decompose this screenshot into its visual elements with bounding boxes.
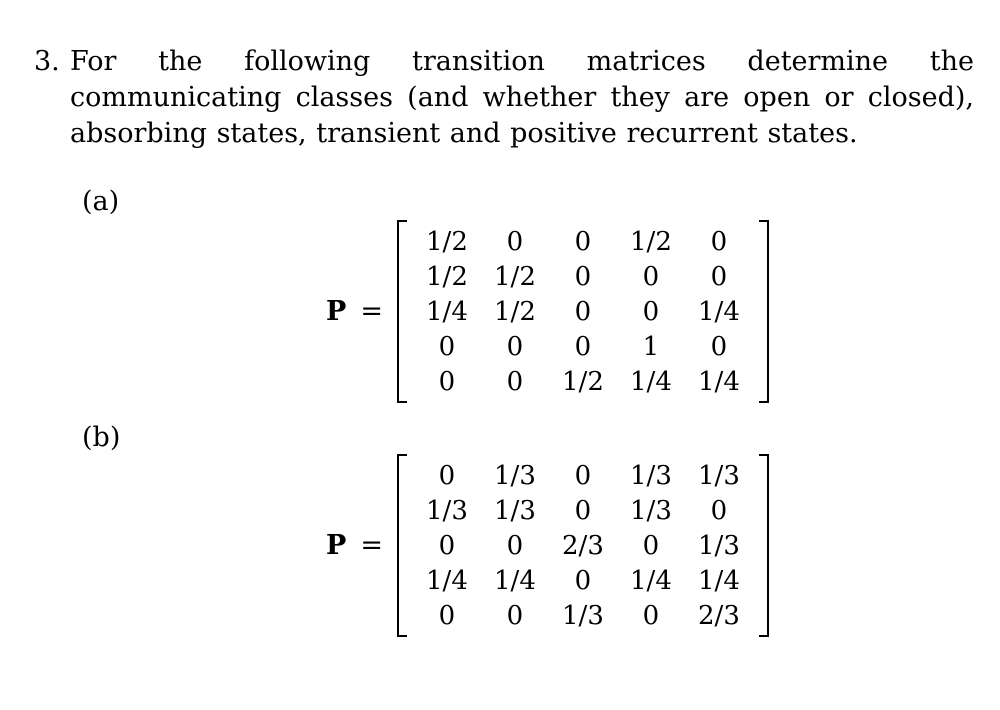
matrix-cell: 0 xyxy=(574,261,592,292)
matrix-row xyxy=(413,364,753,399)
transition-matrix-a xyxy=(413,224,753,399)
matrix-cell: 0 xyxy=(574,565,592,596)
matrix-cell: 1/3 xyxy=(562,600,604,631)
matrix-row xyxy=(413,224,753,259)
matrix-cell: 1/3 xyxy=(494,460,536,491)
matrix-cell: 1/3 xyxy=(698,460,740,491)
matrix-row xyxy=(413,598,753,633)
matrix-cell: 0 xyxy=(642,600,660,631)
matrix-row xyxy=(413,528,753,563)
matrix-cell: 1/2 xyxy=(494,296,536,327)
matrix-cell: 1/4 xyxy=(698,366,740,397)
matrix-cell: 1/4 xyxy=(698,565,740,596)
matrix-symbol-a: P xyxy=(326,296,347,327)
matrix-row xyxy=(413,294,753,329)
matrix-cell: 0 xyxy=(438,460,456,491)
matrix-cell: 0 xyxy=(506,226,524,257)
matrix-cell: 0 xyxy=(710,226,728,257)
matrix-cell: 1/2 xyxy=(494,261,536,292)
matrix-cell: 2/3 xyxy=(698,600,740,631)
matrix-cell: 0 xyxy=(642,261,660,292)
matrix-cell: 1/4 xyxy=(630,366,672,397)
matrix-cell: 0 xyxy=(574,495,592,526)
matrix-cell: 1/2 xyxy=(426,226,468,257)
matrix-cell: 0 xyxy=(574,296,592,327)
matrix-cell: 1/3 xyxy=(698,530,740,561)
matrix-cell: 0 xyxy=(642,530,660,561)
matrix-row xyxy=(413,493,753,528)
matrix-cell: 2/3 xyxy=(562,530,604,561)
matrix-cell: 1/4 xyxy=(630,565,672,596)
matrix-symbol-b: P xyxy=(326,530,347,561)
matrix-cell: 0 xyxy=(438,600,456,631)
matrix-cell: 1/2 xyxy=(562,366,604,397)
part-b-matrix-equation xyxy=(326,454,769,637)
matrix-bracket-b xyxy=(397,454,769,637)
matrix-cell: 0 xyxy=(574,331,592,362)
matrix-row xyxy=(413,329,753,364)
matrix-cell: 0 xyxy=(574,226,592,257)
transition-matrix-b xyxy=(413,458,753,633)
matrix-cell: 0 xyxy=(710,495,728,526)
equals-sign-a: = xyxy=(360,296,383,327)
part-b-label: (b) xyxy=(82,422,121,453)
matrix-cell: 1/2 xyxy=(426,261,468,292)
matrix-cell: 0 xyxy=(438,331,456,362)
part-a-label: (a) xyxy=(82,186,120,217)
matrix-cell: 1/2 xyxy=(630,226,672,257)
matrix-cell: 1/3 xyxy=(630,495,672,526)
matrix-cell: 0 xyxy=(574,460,592,491)
matrix-cell: 1 xyxy=(642,331,660,362)
part-a-matrix-equation xyxy=(326,220,769,403)
matrix-cell: 0 xyxy=(710,261,728,292)
problem-statement xyxy=(34,44,974,152)
matrix-cell: 0 xyxy=(438,530,456,561)
matrix-cell: 0 xyxy=(506,530,524,561)
matrix-cell: 0 xyxy=(506,331,524,362)
problem-text: For the following transition matrices determine the communicating classes (and whether they are open or closed), absorbing states, transient and positive recurrent states. xyxy=(70,46,974,149)
matrix-cell: 0 xyxy=(642,296,660,327)
problem-number: 3. xyxy=(34,46,60,77)
matrix-cell: 0 xyxy=(506,600,524,631)
matrix-cell: 1/3 xyxy=(426,495,468,526)
matrix-cell: 1/3 xyxy=(494,495,536,526)
matrix-cell: 1/4 xyxy=(494,565,536,596)
matrix-cell: 1/3 xyxy=(630,460,672,491)
matrix-row xyxy=(413,259,753,294)
matrix-cell: 1/4 xyxy=(426,296,468,327)
matrix-cell: 1/4 xyxy=(698,296,740,327)
matrix-row xyxy=(413,458,753,493)
matrix-cell: 0 xyxy=(710,331,728,362)
matrix-row xyxy=(413,563,753,598)
equals-sign-b: = xyxy=(360,530,383,561)
matrix-cell: 1/4 xyxy=(426,565,468,596)
matrix-cell: 0 xyxy=(506,366,524,397)
matrix-cell: 0 xyxy=(438,366,456,397)
matrix-bracket-a xyxy=(397,220,769,403)
